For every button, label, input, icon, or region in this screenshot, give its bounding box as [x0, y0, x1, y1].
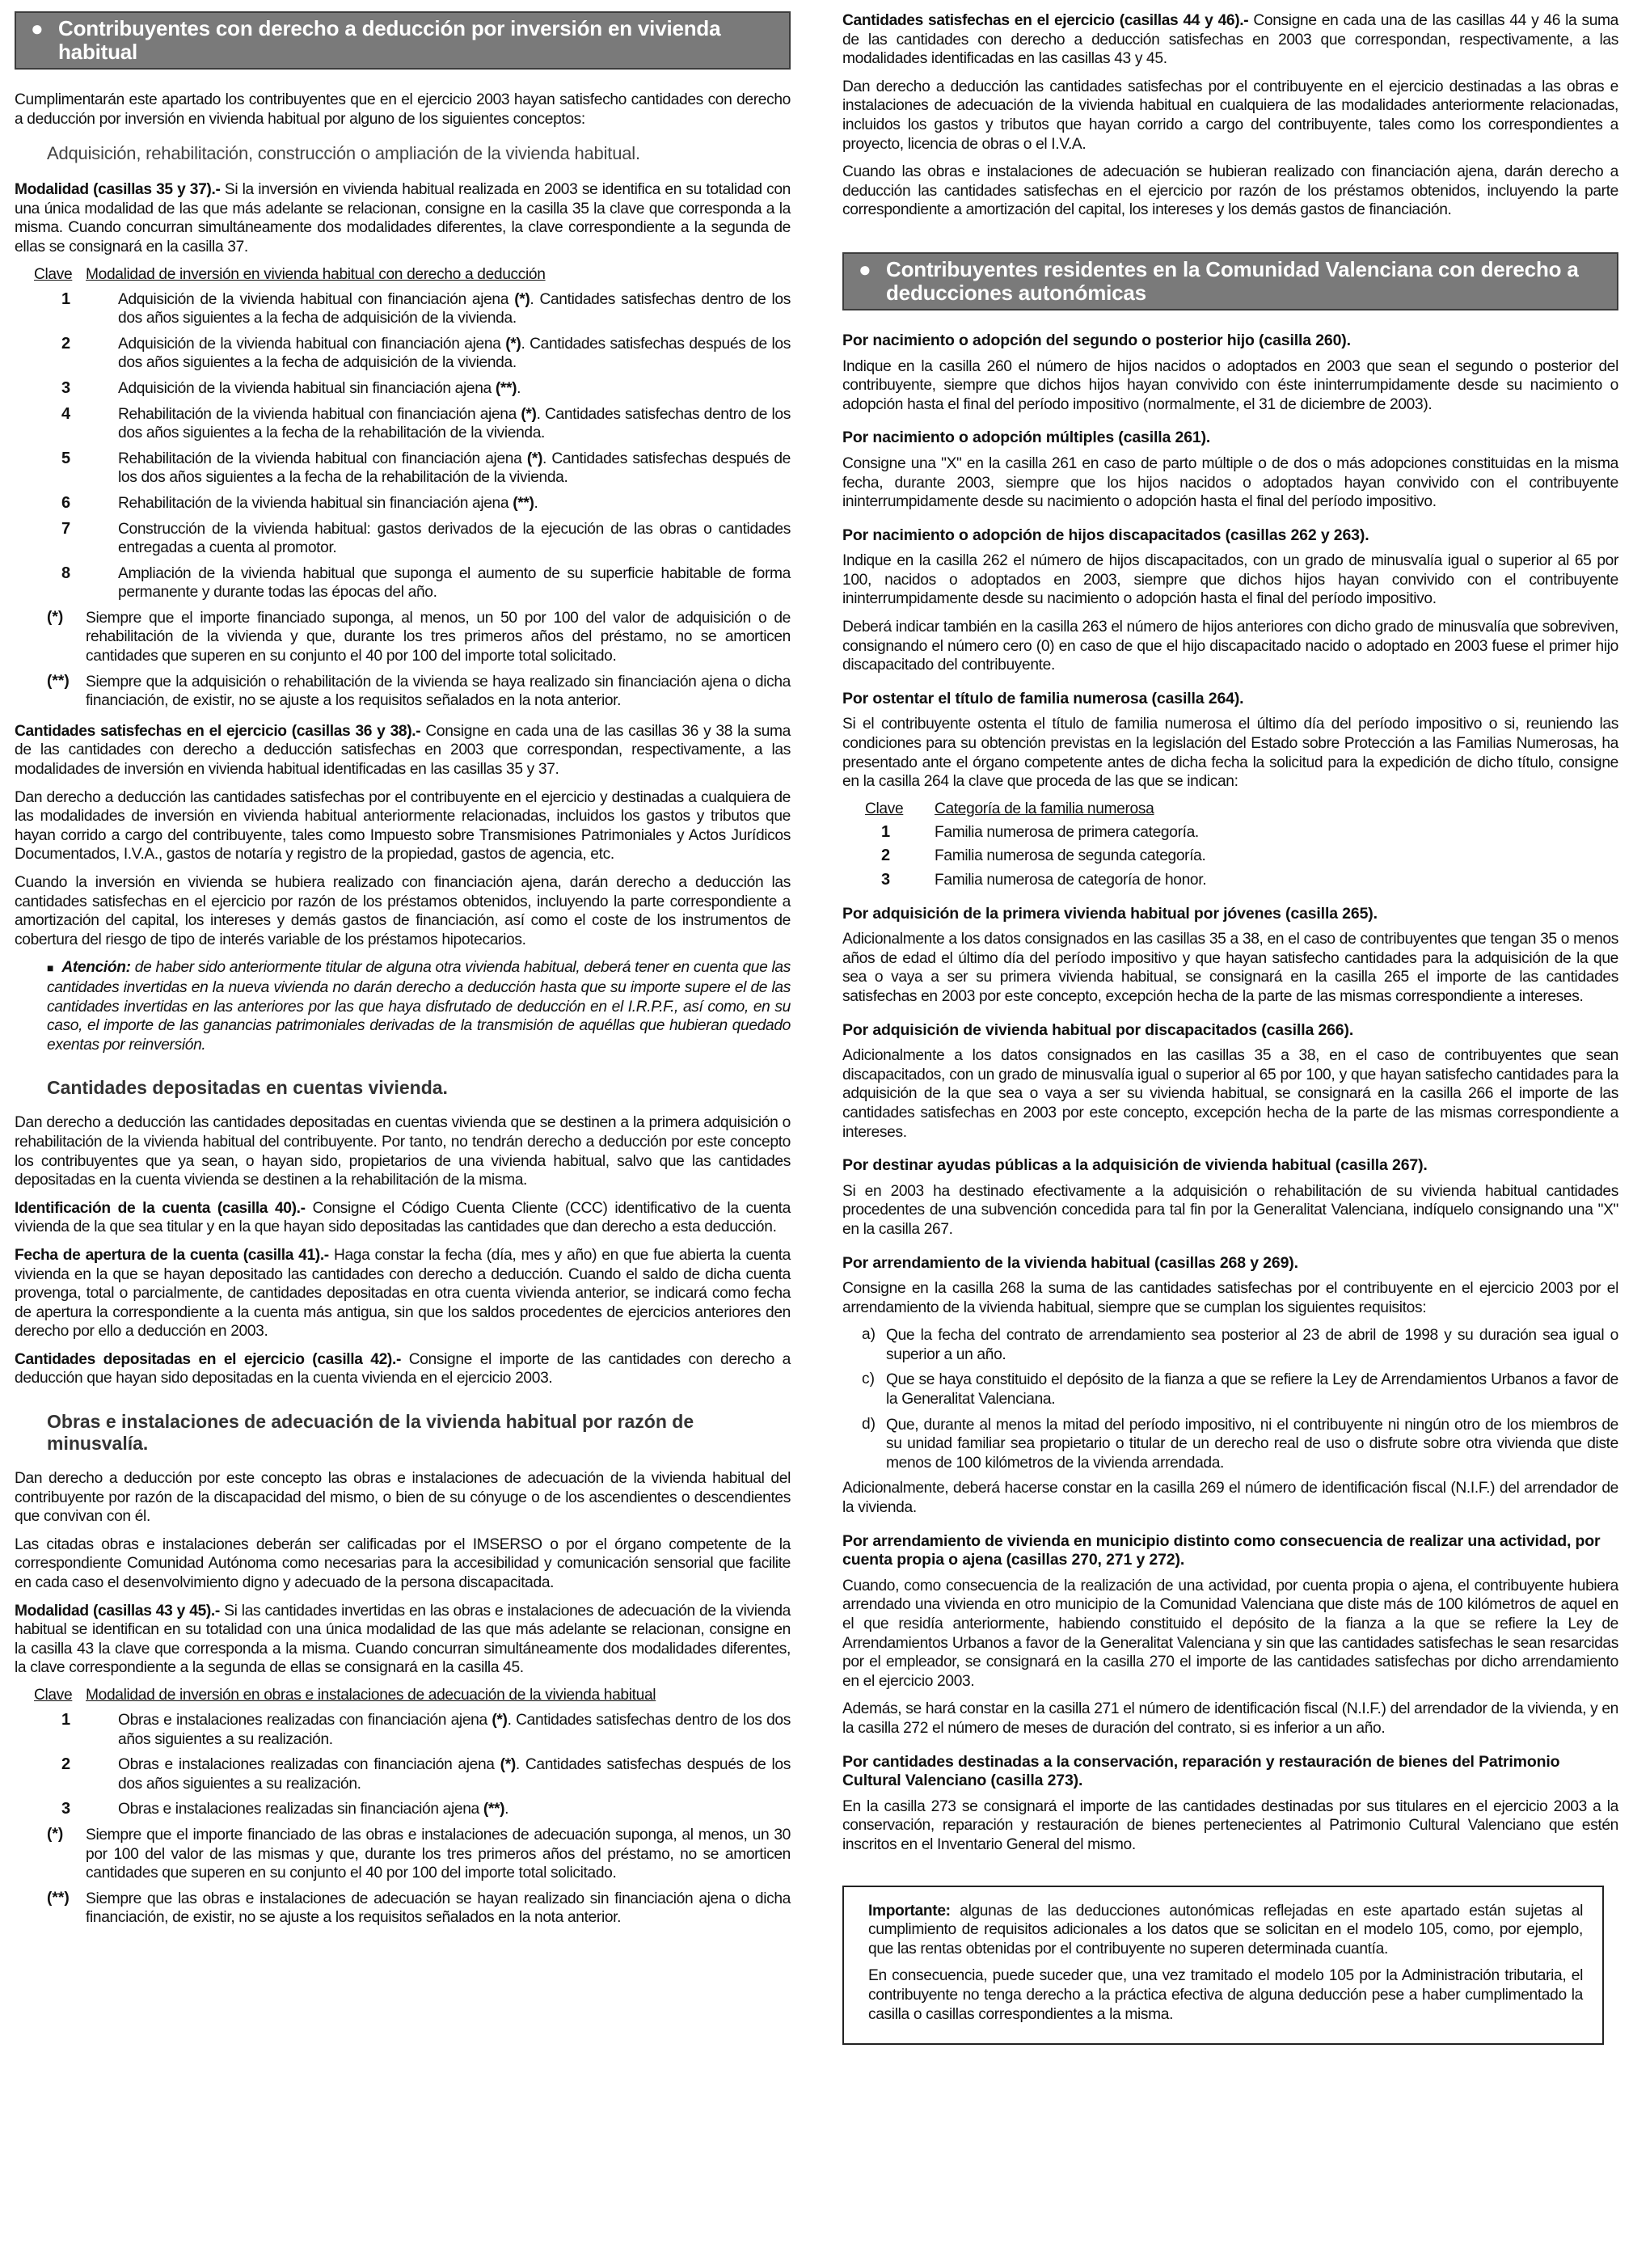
row-text: Rehabilitación de la vivienda habitual con financiación ajena [118, 405, 521, 423]
row-text: Adquisición de la vivienda habitual con financiación ajena [118, 290, 515, 308]
requisito-text: Que, durante al menos la mitad del período impositivo, ni el contribuyente ni ningún otro de los miembros de su unidad familiar sea propietario o titular de un derecho real de uso o disfrute sobre otra vivienda que diste menos de 100 kilómetros de la vivienda arrendada. [886, 1416, 1618, 1472]
table1-head-desc: Modalidad de inversión en vivienda habitual con derecho a deducción [86, 265, 546, 283]
row-mark: (*) [505, 335, 521, 353]
note-1 [47, 609, 791, 666]
familia-table [842, 823, 1618, 890]
obras-paragraph-1: Dan derecho a deducción por este concepto las obras e instalaciones de adecuación de la vivienda habitual del contribuyente por razón de la discapacidad del mismo, o bien de su cónyuge o de los ascendientes o descendientes que convivan con él. [15, 1470, 791, 1526]
row-text: Adquisición de la vivienda habitual sin financiación ajena [118, 379, 496, 397]
row-text-tail: . [534, 494, 538, 512]
title-casilla-273: Por cantidades destinadas a la conservación, reparación y restauración de bienes del Patrimonio Cultural Valenciano (casilla 273). [842, 1752, 1560, 1790]
note-4-text: Siempre que las obras e instalaciones de adecuación se hayan realizado sin financiación ajena o dicha financiación, de existir, no se ajuste a los requisitos señalados en la nota anterior. [86, 1890, 791, 1927]
obras-paragraph-2: Las citadas obras e instalaciones deberán ser calificadas por el IMSERSO o por el órgano competente de la correspondiente Comunidad Autónoma como necesarias para la accesibilidad y comunicación sensorial que facilite en cada caso el desenvolvimiento digno y adecuado de la persona discapacitada. [15, 1535, 791, 1592]
familia-desc: Familia numerosa de segunda categoría. [935, 847, 1206, 865]
requisito-item [862, 1371, 1618, 1409]
table1-head-key: Clave [34, 265, 73, 283]
requisito-marker: d) [862, 1415, 876, 1433]
table-row [34, 405, 791, 443]
row-text: Rehabilitación de la vivienda habitual sin financiación ajena [118, 494, 513, 512]
table-row [34, 520, 791, 558]
cantidades-paragraph [15, 722, 791, 779]
row-key: 5 [61, 449, 71, 467]
requisito-item [862, 1326, 1618, 1364]
row-description [118, 405, 791, 443]
text-casilla-267: Si en 2003 ha destinado efectivamente a la adquisición o rehabilitación de su vivienda habitual cantidades procedentes de una subvención concedida para tal fin por la Generalitat Valenciana, indíquelo consignando una "X" en la casilla 267. [842, 1182, 1618, 1238]
row-key: 2 [61, 1755, 71, 1774]
table-row [34, 564, 791, 602]
row-text: Ampliación de la vivienda habitual que suponga el aumento de su superficie habitable de forma permanente y durante todas las épocas del año. [118, 564, 791, 602]
row-key: 7 [61, 519, 71, 538]
row-key: 8 [61, 564, 71, 582]
text-casilla-262-2: Deberá indicar también en la casilla 263 el número de hijos anteriores con dicho grado de minusvalía que sobreviven, consignando el número cero (0) en caso de que el hijo discapacitado nacido o adoptado en 2003 fuese el primer hijo discapacitado del contribuyente. [842, 619, 1618, 674]
depositadas-lead: Cantidades depositadas en el ejercicio (casilla 42).- [15, 1350, 401, 1368]
row-text-tail: . Cantidades satisfechas después de los dos años siguientes a la fecha de adquisición de la vivienda. [118, 335, 791, 372]
title-casilla-267: Por destinar ayudas públicas a la adquisición de vivienda habitual (casilla 267). [842, 1156, 1428, 1175]
atencion-lead: Atención: [61, 959, 131, 977]
row-text-tail: . Cantidades satisfechas después de los dos años siguientes a su realización. [118, 1756, 791, 1793]
fecha-apertura-paragraph [15, 1246, 791, 1341]
row-text-tail: . Cantidades satisfechas dentro de los dos años siguientes a la fecha de la rehabilitación de la vivienda. [118, 405, 791, 442]
requisito-marker: a) [862, 1326, 876, 1344]
row-description [118, 1755, 791, 1793]
row-text: Obras e instalaciones realizadas con financiación ajena [118, 1756, 500, 1774]
section-header-vivienda [15, 11, 791, 70]
title-casilla-268: Por arrendamiento de la vivienda habitual (casillas 268 y 269). [842, 1253, 1298, 1272]
title-casilla-261: Por nacimiento o adopción múltiples (casilla 261). [842, 429, 1211, 447]
requisito-item [862, 1416, 1618, 1473]
table-row [34, 494, 791, 513]
table2-head-desc: Modalidad de inversión en obras e instalaciones de adecuación de la vivienda habitual [86, 1687, 656, 1704]
row-text: Obras e instalaciones realizadas sin financiación ajena [118, 1801, 483, 1818]
atencion-text: de haber sido anteriormente titular de alguna otra vivienda habitual, deberá tener en cuenta que las cantidades invertidas en la nueva vivienda no darán derecho a deducción hasta que su importe supere el de las cantidades invertidas en las anteriores por las que haya disfrutado de deducción en el I.R.P.F., así como, en su caso, el importe de las ganancias patrimoniales derivadas de la transmisión de aquéllas que hubieran quedado exentas por reinversión. [47, 959, 791, 1054]
familia-table-header [865, 800, 1618, 818]
table-row [34, 335, 791, 373]
text-casilla-266: Adicionalmente a los datos consignados en las casillas 35 a 38, en el caso de contribuyentes que sean discapacitados, con un grado de minusvalía igual o superior al 65 por 100, y que hayan satisfecho cantidades para la adquisición de la que sea o vaya a ser su vivienda habitual, se consignará en la casilla 266 el importe de las cantidades satisfechas en 2003 por este concepto, excepción hecha de la parte de las mismas correspondiente a intereses. [842, 1047, 1618, 1141]
familia-desc: Familia numerosa de primera categoría. [935, 823, 1199, 841]
row-key: 1 [61, 1711, 71, 1729]
title-casilla-264: Por ostentar el título de familia numerosa (casilla 264). [842, 689, 1244, 707]
modalidad-obras-text: Si las cantidades invertidas en las obras e instalaciones de adecuación de la vivienda habitual se identifican en su totalidad con una única modalidad de las que más adelante se relacionan, consigne en la casilla 43 la clave que corresponda a la misma. Cuando concurran simultáneamente dos modalidades diferentes, la clave correspondiente a la segunda de ellas se consignará en la casilla 45. [15, 1602, 791, 1677]
modalidad-obras-paragraph [15, 1602, 791, 1678]
row-description [118, 520, 791, 558]
row-mark: (*) [521, 405, 537, 423]
importante-text-1: algunas de las deducciones autonómicas reflejadas en este apartado están sujetas al cumplimiento de requisitos adicionales a los datos que se solicitan en el modelo 105, como, por ejemplo, que las rentas obtenidas por el contribuyente no superen determinada cuantía. [868, 1902, 1583, 1958]
note-4-mark: (**) [47, 1889, 70, 1907]
row-key: 2 [61, 334, 71, 353]
row-description [118, 450, 791, 488]
row-description [118, 290, 791, 328]
fecha-apertura-lead: Fecha de apertura de la cuenta (casilla 41).- [15, 1246, 329, 1264]
bullet-icon: ● [859, 256, 871, 281]
cantidades-obras-paragraph [842, 11, 1618, 69]
section-header-text: Contribuyentes residentes en la Comunidad Valenciana con derecho a deducciones autonómicas [886, 256, 1579, 305]
dan-derecho-paragraph: Dan derecho a deducción las cantidades satisfechas por el contribuyente en el ejercicio y destinadas a cualquiera de las modalidades de inversión en vivienda habitual anteriormente relacionadas, incluidos los gastos y tributos que hayan corrido a cargo del contribuyente, tales como Impuesto sobre Transmisiones Patrimoniales y Actos Jurídicos Documentados, I.V.A., gastos de notaría y registro de la propiedad, gastos de agencia, etc. [15, 788, 791, 864]
dan-derecho-obras-paragraph: Dan derecho a deducción las cantidades satisfechas por el contribuyente en el ejercicio destinadas a las obras e instalaciones de adecuación de la vivienda habitual en cualquiera de las modalidades anteriormente relacionadas, incluidos los gastos y tributos que hayan corrido a cargo del contribuyente, tales como los correspondientes a proyecto, licencia de obras o el I.V.A. [842, 78, 1618, 153]
left-column [15, 11, 791, 2268]
intro-paragraph: Cumplimentarán este apartado los contribuyentes que en el ejercicio 2003 hayan satisfecho cantidades con derecho a deducción por inversión en vivienda habitual por alguno de los siguientes conceptos: [15, 91, 791, 128]
cantidades-obras-lead: Cantidades satisfechas en el ejercicio (casillas 44 y 46).- [842, 12, 1249, 29]
requisito-text: Que la fecha del contrato de arrendamiento sea posterior al 23 de abril de 1998 y su duración sea igual o superior a un año. [886, 1327, 1618, 1363]
importante-lead: Importante: [868, 1902, 951, 1920]
row-mark: (**) [483, 1801, 505, 1818]
row-key: 6 [61, 493, 71, 512]
familia-row [865, 823, 1618, 843]
modalidad-text: Si la inversión en vivienda habitual realizada en 2003 se identifica en su totalidad con una única modalidad de las que más adelante se relacionan, consigne en la casilla 35 la clave que corresponda a la misma. Cuando concurran simultáneamente dos modalidades diferentes, la clave correspondiente a la segunda de ellas se consignará en la casilla 37. [15, 181, 791, 256]
table2-header [34, 1687, 791, 1704]
note-2 [47, 673, 791, 711]
cuentas-paragraph: Dan derecho a deducción las cantidades depositadas en cuentas vivienda que se destinen a la primera adquisición o rehabilitación de la vivienda habitual del contribuyente. Por tanto, no tendrán derecho a deducción por este concepto los contribuyentes que ya sean, o hayan sido, propietarios de una vivienda habitual, salvo que las cantidades depositadas en la cuenta vivienda se destinen a la rehabilitación de la misma. [15, 1114, 791, 1189]
financiacion-obras-paragraph: Cuando las obras e instalaciones de adecuación se hubieran realizado con financiación ajena, darán derecho a deducción las cantidades satisfechas en el ejercicio por razón de los préstamos obtenidos, incluyendo la parte correspondiente a amortización del capital, los intereses y los demás gastos de financiación. [842, 163, 1618, 219]
identificacion-lead: Identificación de la cuenta (casilla 40).- [15, 1199, 306, 1217]
row-text-tail: . Cantidades satisfechas dentro de los dos años siguientes a su realización. [118, 1712, 791, 1748]
text-casilla-270-2: Además, se hará constar en la casilla 271 el número de identificación fiscal (N.I.F.) del arrendador de la vivienda, y en la casilla 272 el número de meses de duración del contrato, si es inferior a un año. [842, 1700, 1618, 1737]
row-text-tail: . [504, 1801, 509, 1818]
importante-paragraph-1 [868, 1902, 1583, 1959]
title-casilla-266: Por adquisición de vivienda habitual por discapacitados (casilla 266). [842, 1020, 1354, 1039]
table-row [34, 290, 791, 328]
text-casilla-264: Si el contribuyente ostenta el título de familia numerosa el último día del período impositivo o si, reuniendo las condiciones para su obtención previstas en la legislación del Estado sobre Protección a las Familias Numerosas, ha presentado ante el órgano competente antes de dicha fecha la solicitud para la expedición de dicho título, consigne en la casilla 264 la clave que proceda de las que se indican: [842, 716, 1618, 791]
table-row [34, 1755, 791, 1793]
note-2-mark: (**) [47, 672, 70, 690]
row-mark: (**) [513, 494, 534, 512]
depositadas-text: Consigne el importe de las cantidades con derecho a deducción que hayan sido depositadas en la cuenta vivienda en el ejercicio 2003. [15, 1350, 791, 1387]
row-text-tail: . Cantidades satisfechas dentro de los dos años siguientes a la fecha de adquisición de la vivienda. [118, 290, 791, 327]
modalidad-paragraph [15, 180, 791, 256]
row-mark: (*) [500, 1756, 516, 1774]
requisito-marker: c) [862, 1371, 875, 1388]
row-description [118, 335, 791, 373]
subsection-title-obras: Obras e instalaciones de adecuación de la vivienda habitual por razón de minusvalía. [47, 1411, 694, 1455]
text-casilla-268: Consigne en la casilla 268 la suma de las cantidades satisfechas por el contribuyente en el ejercicio 2003 por el arrendamiento de la vivienda habitual, siempre que se cumplan los siguientes requisitos: [842, 1280, 1618, 1316]
table2-head-key: Clave [34, 1687, 73, 1704]
text-casilla-273: En la casilla 273 se consignará el importe de las cantidades destinadas por sus titulares en el ejercicio 2003 a la conservación, reparación y restauración de bienes pertenecientes al Patrimonio Cultural Valenciano que estén inscritos en el Inventario General del mismo. [842, 1797, 1618, 1853]
table1-header [34, 266, 791, 284]
familia-key: 3 [881, 871, 891, 889]
text-casilla-265: Adicionalmente a los datos consignados en las casillas 35 a 38, en el caso de contribuyentes que tengan 35 o menos años de edad el último día del período impositivo y que hayan satisfecho cantidades para la adquisición de la que sea o vaya a ser su primera vivienda habitual, se consignará en la casilla 265 el importe de las cantidades satisfechas en 2003 por este concepto, excepción hecha de la parte de las mismas correspondiente a intereses. [842, 931, 1618, 1005]
table-row [34, 1711, 791, 1749]
requisito-text: Que se haya constituido el depósito de la fianza a que se refiere la Ley de Arrendamientos Urbanos a favor de la Generalitat Valenciana. [886, 1371, 1618, 1409]
text-casilla-261: Consigne una "X" en la casilla 261 en caso de parto múltiple o de dos o más adopciones constituidas en la misma fecha, durante 2003, siempre que los hijos nacidos o adoptados hayan convivido con el contribuyente ininterrumpidamente desde su nacimiento o adopción hasta el final del período impositivo. [842, 454, 1618, 511]
financiacion-paragraph: Cuando la inversión en vivienda se hubiera realizado con financiación ajena, darán derecho a deducción las cantidades satisfechas en el ejercicio por razón de los préstamos obtenidos, incluyendo la parte correspondiente a amortización del capital, los intereses y demás gastos de financiación, así como el coste de los instrumentos de cobertura del riesgo de tipo de interés variable de los préstamos hipotecarios. [15, 874, 791, 948]
text-casilla-269: Adicionalmente, deberá hacerse constar en la casilla 269 el número de identificación fiscal (N.I.F.) del arrendador de la vivienda. [842, 1480, 1618, 1517]
fecha-apertura-text: Haga constar la fecha (día, mes y año) en que fue abierta la cuenta vivienda en la que se hayan depositado las cantidades con derecho a deducción. Cuando el saldo de dicha cuenta provenga, total o parcialmente, de cantidades depositadas en otra cuenta vivienda anterior, se indicará como fecha de apertura la correspondiente a la cuenta más antigua, sin que los saldos procedentes de ejercicios anteriores den derecho por ello a deducción en 2003. [15, 1246, 791, 1341]
cantidades-lead: Cantidades satisfechas en el ejercicio (casillas 36 y 38).- [15, 722, 421, 740]
section-header-valenciana [842, 252, 1618, 310]
row-key: 3 [61, 1800, 71, 1818]
familia-key: 1 [881, 822, 891, 841]
table-row [34, 1800, 791, 1819]
identificacion-text: Consigne el Código Cuenta Cliente (CCC) identificativo de la cuenta vivienda de la que sea titular y en la que hayan sido depositadas las cantidades que dan derecho a esta deducción. [15, 1199, 791, 1236]
row-mark: (*) [492, 1712, 508, 1729]
note-3-mark: (*) [47, 1825, 64, 1843]
modalidad-lead: Modalidad (casillas 35 y 37).- [15, 181, 221, 199]
subsection-title-adquisicion: Adquisición, rehabilitación, construcción o ampliación de la vivienda habitual. [47, 143, 640, 164]
cantidades-obras-text: Consigne en cada una de las casillas 44 y 46 la suma de las cantidades con derecho a deducción satisfechas en 2003 que correspondan, respectivamente, a las modalidades identificadas en las casillas 43 y 45. [842, 12, 1618, 68]
table1 [15, 290, 791, 602]
bullet-icon: ● [31, 16, 44, 40]
row-description [118, 379, 791, 399]
note-3-text: Siempre que el importe financiado de las obras e instalaciones de adecuación suponga, al menos, un 30 por 100 del valor de las mismas y que, durante los tres primeros años del préstamo, no se amorticen cantidades que superen en su conjunto el 40 por 100 del importe total solicitado. [86, 1826, 791, 1882]
cantidades-text: Consigne en cada una de las casillas 36 y 38 la suma de las cantidades con derecho a deducción satisfechas en 2003 que correspondan, respectivamente, a las modalidades de inversión en vivienda habitual identificadas en las casillas 35 y 37. [15, 722, 791, 779]
note-3 [47, 1826, 791, 1883]
atencion-note [47, 958, 791, 1054]
row-description [118, 1711, 791, 1749]
table2 [15, 1711, 791, 1819]
row-text: Construcción de la vivienda habitual: gastos derivados de la ejecución de las obras o cantidades entregadas a cuenta al promotor. [118, 520, 791, 557]
familia-head-desc: Categoría de la familia numerosa [935, 800, 1154, 817]
note-4 [47, 1890, 791, 1928]
note-1-mark: (*) [47, 608, 64, 626]
title-casilla-262: Por nacimiento o adopción de hijos discapacitados (casillas 262 y 263). [842, 526, 1369, 544]
table-row [34, 450, 791, 488]
row-mark: (*) [526, 450, 543, 467]
importante-paragraph-2: En consecuencia, puede suceder que, una vez tramitado el modelo 105 por la Administración tributaria, el contribuyente no tenga derecho a la práctica efectiva de alguna deducción pese a haber cumplimentado la casilla o casillas correspondientes a la misma. [868, 1967, 1583, 2023]
right-column [842, 11, 1618, 2268]
row-text: Rehabilitación de la vivienda habitual con financiación ajena [118, 450, 527, 467]
subsection-title-cuentas: Cantidades depositadas en cuentas vivienda. [47, 1077, 448, 1099]
row-text-tail: . [517, 379, 521, 397]
note-2-text: Siempre que la adquisición o rehabilitación de la vivienda se haya realizado sin financiación ajena o dicha financiación, de existir, no se ajuste a los requisitos señalados en la nota anterior. [86, 673, 791, 710]
familia-row [865, 871, 1618, 890]
familia-desc: Familia numerosa de categoría de honor. [935, 872, 1207, 889]
requisitos-list [842, 1326, 1618, 1472]
row-key: 3 [61, 378, 71, 397]
row-key: 4 [61, 404, 71, 423]
text-casilla-270-1: Cuando, como consecuencia de la realización de una actividad, por cuenta propia o ajena, el contribuyente hubiera arrendado una vivienda en otro municipio de la Comunidad Valenciana que diste más de 100 kilómetros de aquel en el que residía anteriormente, habiendo constituido el depósito de la fianza a la que se refiere la Ley de Arrendamientos Urbanos a favor de la Generalitat Valenciana y sin que las cantidades satisfechas le sean resarcidas por el empleador, se consignará en la casilla 270 el importe de las cantidades satisfechas por dicho arrendamiento en el ejercicio 2003. [842, 1577, 1618, 1690]
row-text-tail: . Cantidades satisfechas después de los dos años siguientes a la fecha de la rehabilitación de la vivienda. [118, 450, 791, 487]
depositadas-paragraph [15, 1350, 791, 1388]
note-1-text: Siempre que el importe financiado suponga, al menos, un 50 por 100 del valor de adquisición o de rehabilitación de la vivienda y que, durante los tres primeros años del préstamo, no se amorticen cantidades que superen en su conjunto el 40 por 100 del importe total solicitado. [86, 609, 791, 665]
table-row [34, 379, 791, 399]
section-header-text: Contribuyentes con derecho a deducción por inversión en vivienda habitual [58, 16, 721, 64]
row-key: 1 [61, 289, 71, 308]
row-text: Obras e instalaciones realizadas con financiación ajena [118, 1712, 492, 1729]
row-mark: (*) [514, 290, 530, 308]
familia-key: 2 [881, 847, 891, 865]
familia-head-key: Clave [865, 800, 904, 817]
row-description [118, 494, 791, 513]
modalidad-obras-lead: Modalidad (casillas 43 y 45).- [15, 1602, 220, 1620]
row-mark: (**) [495, 379, 517, 397]
title-casilla-265: Por adquisición de la primera vivienda habitual por jóvenes (casilla 265). [842, 904, 1378, 923]
row-description [118, 1800, 791, 1819]
identificacion-paragraph [15, 1199, 791, 1237]
familia-row [865, 847, 1618, 866]
text-casilla-262-1: Indique en la casilla 262 el número de hijos discapacitados, con un grado de minusvalía igual o superior al 65 por 100, nacidos o adoptados en 2003, siempre que dichos hijos hayan convivido con el contribuyente ininterrumpidamente desde su nacimiento o adopción hasta el final del período impositivo. [842, 552, 1618, 608]
importante-box [842, 1886, 1604, 2046]
square-bullet-icon: ■ [47, 961, 54, 975]
row-text: Adquisición de la vivienda habitual con financiación ajena [118, 335, 506, 353]
title-casilla-270: Por arrendamiento de vivienda en municipio distinto como consecuencia de realizar una actividad, por cuenta propia o ajena (casillas 270, 271 y 272). [842, 1531, 1601, 1569]
text-casilla-260: Indique en la casilla 260 el número de hijos nacidos o adoptados en 2003 que sean el segundo o posterior del contribuyente, siempre que dichos hijos hayan convivido con éste ininterrumpidamente desde su nacimiento o adopción hasta el final del período impositivo (normalmente, el 31 de diciembre de 2003). [842, 357, 1618, 413]
row-description [118, 564, 791, 602]
title-casilla-260: Por nacimiento o adopción del segundo o posterior hijo (casilla 260). [842, 331, 1351, 349]
